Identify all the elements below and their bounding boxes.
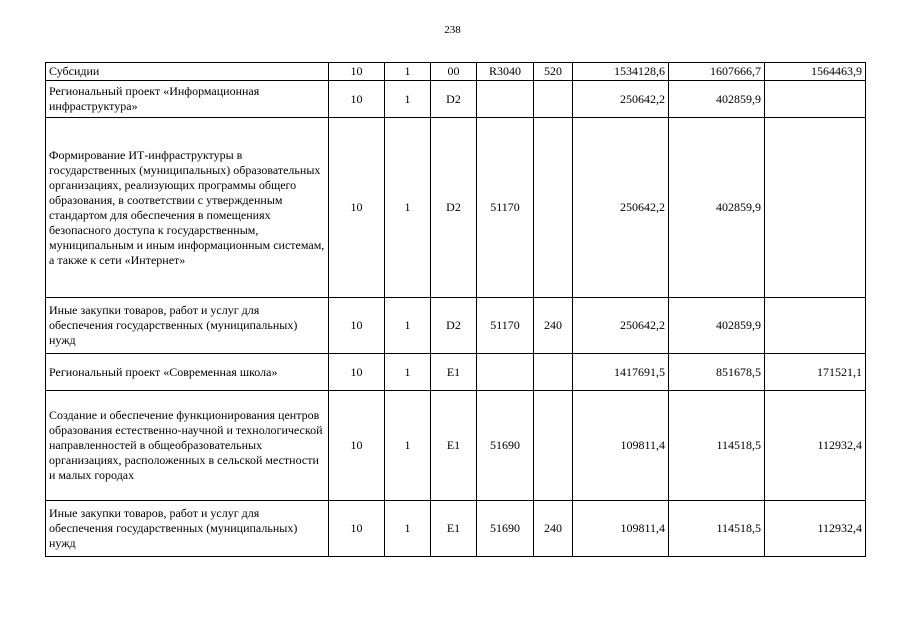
amount-year1-cell: 109811,4 xyxy=(573,391,669,501)
amount-year1-cell: 250642,2 xyxy=(573,118,669,298)
subsection-cell: 1 xyxy=(385,354,431,391)
section-cell: 10 xyxy=(329,118,385,298)
subsection-cell: 1 xyxy=(385,501,431,557)
program-cell: D2 xyxy=(431,81,477,118)
amount-year2-cell: 851678,5 xyxy=(669,354,765,391)
amount-year3-cell: 1564463,9 xyxy=(765,63,866,81)
row-name: Иные закупки товаров, работ и услуг для обеспечения государственных (муниципальных) нужд xyxy=(46,298,329,354)
amount-year1-cell: 1417691,5 xyxy=(573,354,669,391)
row-name: Формирование ИТ-инфраструктуры в государственных (муниципальных) образовательных организациях, реализующих программы общего образования, в соответствии с утвержденным стандартом для обеспечения в помещениях безопасного доступа к государственным, муниципальным и иным информационным системам, а также к сети «Интернет» xyxy=(46,118,329,298)
program-cell: E1 xyxy=(431,391,477,501)
row-name: Региональный проект «Информационная инфраструктура» xyxy=(46,81,329,118)
program-cell: E1 xyxy=(431,354,477,391)
target-code-cell: R3040 xyxy=(477,63,534,81)
program-cell: D2 xyxy=(431,118,477,298)
amount-year1-cell: 109811,4 xyxy=(573,501,669,557)
target-code-cell: 51170 xyxy=(477,298,534,354)
section-cell: 10 xyxy=(329,81,385,118)
subsection-cell: 1 xyxy=(385,81,431,118)
target-code-cell xyxy=(477,81,534,118)
expense-type-cell: 240 xyxy=(534,298,573,354)
amount-year2-cell: 114518,5 xyxy=(669,391,765,501)
section-cell: 10 xyxy=(329,501,385,557)
subsection-cell: 1 xyxy=(385,63,431,81)
program-cell: D2 xyxy=(431,298,477,354)
amount-year3-cell: 112932,4 xyxy=(765,501,866,557)
page-number: 238 xyxy=(444,24,461,36)
table-row xyxy=(46,118,866,298)
target-code-cell xyxy=(477,354,534,391)
expense-type-cell xyxy=(534,118,573,298)
expense-type-cell xyxy=(534,81,573,118)
amount-year2-cell: 114518,5 xyxy=(669,501,765,557)
amount-year1-cell: 250642,2 xyxy=(573,81,669,118)
subsection-cell: 1 xyxy=(385,118,431,298)
row-name: Иные закупки товаров, работ и услуг для обеспечения государственных (муниципальных) нужд xyxy=(46,501,329,557)
amount-year2-cell: 1607666,7 xyxy=(669,63,765,81)
amount-year3-cell xyxy=(765,118,866,298)
section-cell: 10 xyxy=(329,354,385,391)
amount-year1-cell: 1534128,6 xyxy=(573,63,669,81)
section-cell: 10 xyxy=(329,63,385,81)
expense-type-cell xyxy=(534,391,573,501)
target-code-cell: 51690 xyxy=(477,501,534,557)
target-code-cell: 51690 xyxy=(477,391,534,501)
program-cell: E1 xyxy=(431,501,477,557)
row-name: Региональный проект «Современная школа» xyxy=(46,354,329,391)
amount-year3-cell xyxy=(765,81,866,118)
amount-year2-cell: 402859,9 xyxy=(669,298,765,354)
table-row xyxy=(46,298,866,354)
table-row xyxy=(46,63,866,81)
amount-year3-cell xyxy=(765,298,866,354)
amount-year2-cell: 402859,9 xyxy=(669,118,765,298)
subsection-cell: 1 xyxy=(385,298,431,354)
table-row xyxy=(46,501,866,557)
program-cell: 00 xyxy=(431,63,477,81)
row-name: Субсидии xyxy=(46,63,329,81)
amount-year1-cell: 250642,2 xyxy=(573,298,669,354)
subsection-cell: 1 xyxy=(385,391,431,501)
amount-year3-cell: 171521,1 xyxy=(765,354,866,391)
expense-type-cell: 520 xyxy=(534,63,573,81)
section-cell: 10 xyxy=(329,298,385,354)
budget-table xyxy=(45,62,866,557)
expense-type-cell xyxy=(534,354,573,391)
table-row xyxy=(46,391,866,501)
amount-year2-cell: 402859,9 xyxy=(669,81,765,118)
section-cell: 10 xyxy=(329,391,385,501)
table-row xyxy=(46,354,866,391)
expense-type-cell: 240 xyxy=(534,501,573,557)
target-code-cell: 51170 xyxy=(477,118,534,298)
row-name: Создание и обеспечение функционирования центров образования естественно-научной и технологической направленностей в общеобразовательных организациях, расположенных в сельской местности и малых городах xyxy=(46,391,329,501)
table-row xyxy=(46,81,866,118)
amount-year3-cell: 112932,4 xyxy=(765,391,866,501)
